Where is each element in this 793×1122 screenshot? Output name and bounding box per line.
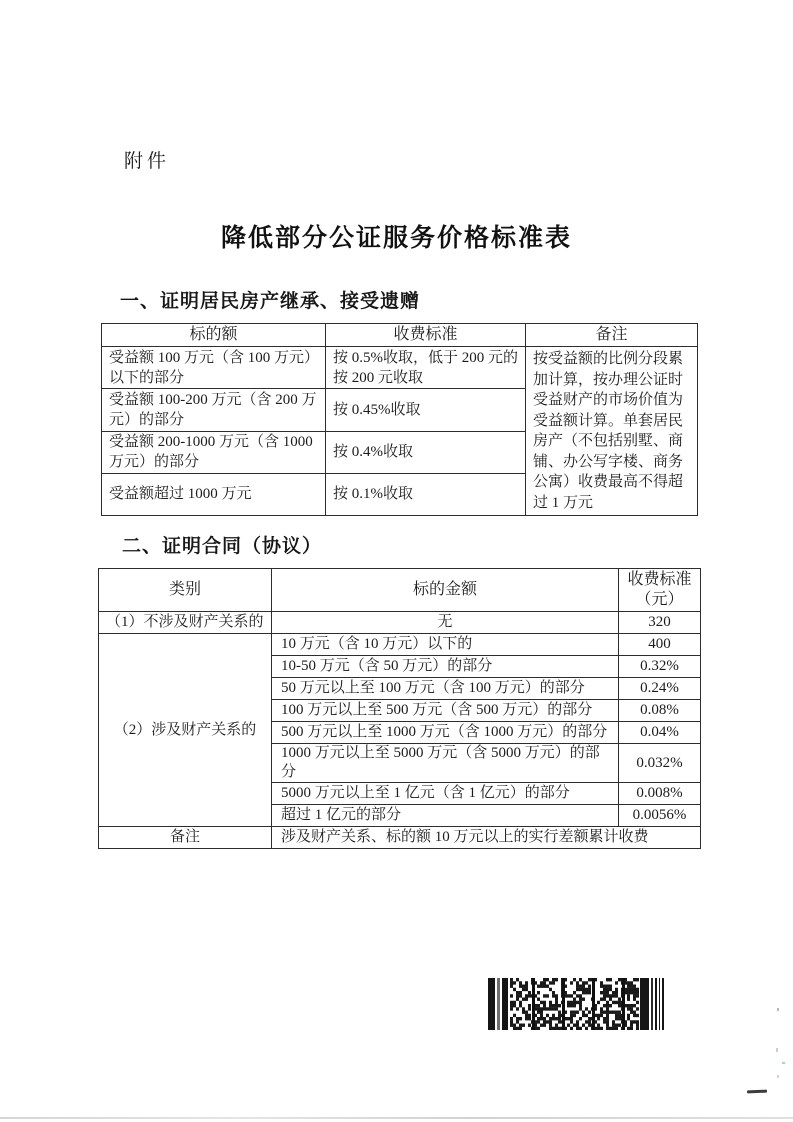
- fee-cell: 0.008%: [619, 783, 701, 805]
- scan-speck: [776, 1048, 778, 1052]
- fee-cell: 400: [619, 634, 701, 656]
- table-header-row: [102, 324, 698, 347]
- table-row: [99, 827, 701, 849]
- remark-cell: 涉及财产关系、标的额 10 万元以上的实行差额累计收费: [272, 827, 701, 849]
- header-category: 类别: [99, 569, 272, 612]
- pdf417-barcode: [488, 978, 666, 1030]
- header-fee-standard: 收费标准: [326, 324, 526, 347]
- amount-cell: 无: [272, 612, 619, 634]
- fee-cell: 0.0056%: [619, 805, 701, 827]
- attachment-label: 附件: [124, 151, 171, 172]
- amount-cell: 10 万元（含 10 万元）以下的: [272, 634, 619, 656]
- amount-cell: 100 万元以上至 500 万元（含 500 万元）的部分: [272, 700, 619, 722]
- fee-cell: 按 0.4%收取: [326, 431, 526, 473]
- section1-heading: 一、证明居民房产继承、接受遗赠: [120, 291, 421, 312]
- remark-cell: 按受益额的比例分段累加计算，按办理公证时受益财产的市场价值为受益额计算。单套居民房产（不包括别墅、商铺、办公写字楼、商务公寓）收费最高不得超过 1 万元: [526, 347, 698, 516]
- category1-cell: （1）不涉及财产关系的: [99, 612, 272, 634]
- fee-cell: 按 0.5%收取，低于 200 元的按 200 元收取: [326, 347, 526, 389]
- table-row: [99, 612, 701, 634]
- fee-cell: 0.32%: [619, 656, 701, 678]
- fee-cell: 0.08%: [619, 700, 701, 722]
- table-row: [102, 347, 698, 389]
- fee-cell: 按 0.1%收取: [326, 473, 526, 515]
- fee-cell: 按 0.45%收取: [326, 389, 526, 431]
- category2-cell: （2）涉及财产关系的: [99, 634, 272, 827]
- contract-certification-fee-table: [98, 568, 701, 849]
- fee-cell: 0.04%: [619, 722, 701, 744]
- header-subject-amount: 标的额: [102, 324, 326, 347]
- amount-cell: 1000 万元以上至 5000 万元（含 5000 万元）的部分: [272, 744, 619, 783]
- amount-cell: 50 万元以上至 100 万元（含 100 万元）的部分: [272, 678, 619, 700]
- subject-cell: 受益额 100 万元（含 100 万元）以下的部分: [102, 347, 326, 389]
- subject-cell: 受益额 200-1000 万元（含 1000 万元）的部分: [102, 431, 326, 473]
- document-title: 降低部分公证服务价格标准表: [220, 224, 572, 252]
- fee-cell: 0.24%: [619, 678, 701, 700]
- amount-cell: 超过 1 亿元的部分: [272, 805, 619, 827]
- header-subject-amount: 标的金额: [272, 569, 619, 612]
- header-fee-standard-yuan: 收费标准（元）: [619, 569, 701, 612]
- scan-edge-line: [0, 1117, 793, 1119]
- fee-cell: 320: [619, 612, 701, 634]
- table-row: [99, 634, 701, 656]
- scan-artifact-dash: [747, 1090, 767, 1094]
- scan-speck: [777, 1075, 779, 1078]
- remark-label-cell: 备注: [99, 827, 272, 849]
- fee-cell: 0.032%: [619, 744, 701, 783]
- property-inheritance-fee-table: [101, 323, 698, 516]
- scan-speck: [782, 1062, 785, 1064]
- subject-cell: 受益额 100-200 万元（含 200 万元）的部分: [102, 389, 326, 431]
- subject-cell: 受益额超过 1000 万元: [102, 473, 326, 515]
- amount-cell: 5000 万元以上至 1 亿元（含 1 亿元）的部分: [272, 783, 619, 805]
- scan-speck: [777, 1008, 779, 1011]
- amount-cell: 500 万元以上至 1000 万元（含 1000 万元）的部分: [272, 722, 619, 744]
- header-remark: 备注: [526, 324, 698, 347]
- section2-heading: 二、证明合同（协议）: [122, 536, 323, 557]
- table-header-row: [99, 569, 701, 612]
- amount-cell: 10-50 万元（含 50 万元）的部分: [272, 656, 619, 678]
